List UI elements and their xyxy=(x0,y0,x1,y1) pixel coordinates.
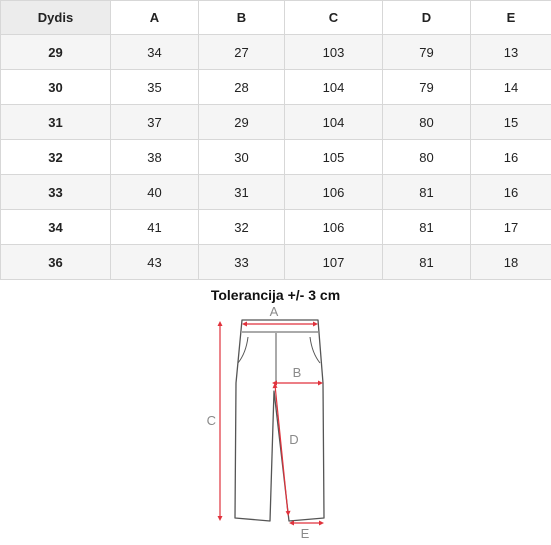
table-row xyxy=(1,35,551,70)
value-cell: 18 xyxy=(471,245,551,280)
size-cell: 30 xyxy=(1,70,111,105)
header-size: Dydis xyxy=(1,1,111,35)
size-cell: 33 xyxy=(1,175,111,210)
value-cell: 29 xyxy=(199,105,285,140)
table-row xyxy=(1,70,551,105)
label-d: D xyxy=(289,432,299,447)
value-cell: 17 xyxy=(471,210,551,245)
value-cell: 27 xyxy=(199,35,285,70)
value-cell: 81 xyxy=(383,245,471,280)
value-cell: 16 xyxy=(471,140,551,175)
table-row xyxy=(1,210,551,245)
value-cell: 80 xyxy=(383,140,471,175)
value-cell: 81 xyxy=(383,210,471,245)
value-cell: 79 xyxy=(383,35,471,70)
value-cell: 106 xyxy=(285,210,383,245)
table-header-row xyxy=(1,1,551,35)
value-cell: 13 xyxy=(471,35,551,70)
value-cell: 79 xyxy=(383,70,471,105)
size-cell: 32 xyxy=(1,140,111,175)
value-cell: 81 xyxy=(383,175,471,210)
header-e: E xyxy=(471,1,551,35)
value-cell: 40 xyxy=(111,175,199,210)
value-cell: 104 xyxy=(285,70,383,105)
value-cell: 37 xyxy=(111,105,199,140)
value-cell: 106 xyxy=(285,175,383,210)
size-cell: 36 xyxy=(1,245,111,280)
value-cell: 15 xyxy=(471,105,551,140)
pants-measurement-diagram xyxy=(200,303,350,543)
size-cell: 34 xyxy=(1,210,111,245)
value-cell: 43 xyxy=(111,245,199,280)
value-cell: 38 xyxy=(111,140,199,175)
table-row xyxy=(1,175,551,210)
size-cell: 31 xyxy=(1,105,111,140)
header-c: C xyxy=(285,1,383,35)
table-row xyxy=(1,245,551,280)
table-row xyxy=(1,140,551,175)
header-b: B xyxy=(199,1,285,35)
value-cell: 80 xyxy=(383,105,471,140)
measure-d-line xyxy=(275,385,288,514)
label-b: B xyxy=(292,365,302,380)
label-a: A xyxy=(269,304,279,319)
size-cell: 29 xyxy=(1,35,111,70)
value-cell: 107 xyxy=(285,245,383,280)
value-cell: 104 xyxy=(285,105,383,140)
value-cell: 103 xyxy=(285,35,383,70)
header-d: D xyxy=(383,1,471,35)
value-cell: 16 xyxy=(471,175,551,210)
value-cell: 30 xyxy=(199,140,285,175)
table-row xyxy=(1,105,551,140)
label-c: C xyxy=(206,413,216,428)
pants-outline xyxy=(235,320,324,521)
value-cell: 34 xyxy=(111,35,199,70)
tolerance-note: Tolerancija +/- 3 cm xyxy=(210,287,341,303)
value-cell: 33 xyxy=(199,245,285,280)
label-e: E xyxy=(300,526,310,541)
value-cell: 14 xyxy=(471,70,551,105)
value-cell: 32 xyxy=(199,210,285,245)
header-a: A xyxy=(111,1,199,35)
value-cell: 35 xyxy=(111,70,199,105)
value-cell: 31 xyxy=(199,175,285,210)
value-cell: 41 xyxy=(111,210,199,245)
value-cell: 105 xyxy=(285,140,383,175)
value-cell: 28 xyxy=(199,70,285,105)
